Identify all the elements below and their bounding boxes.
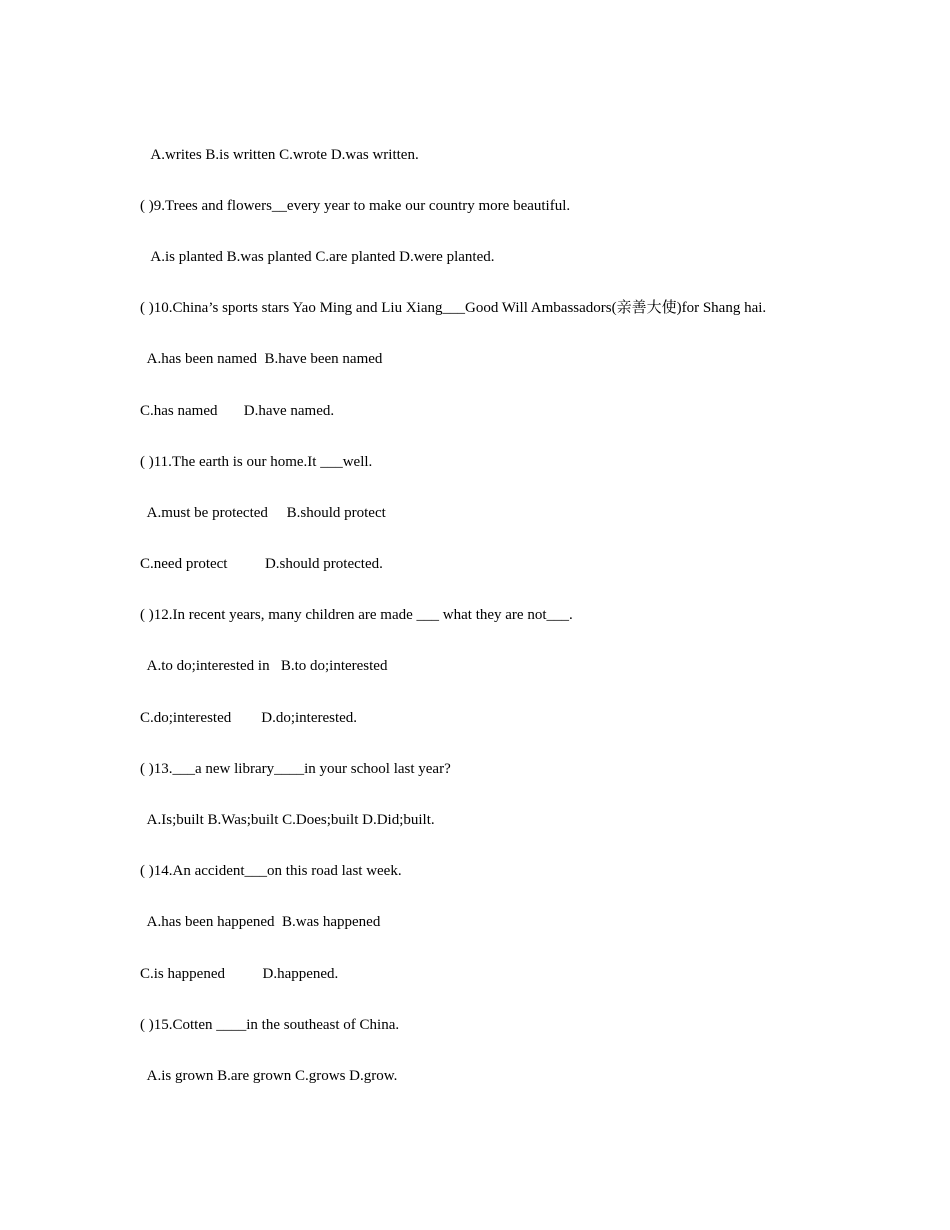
q8-options: A.writes B.is written C.wrote D.was written. xyxy=(140,147,419,163)
q13-question: ( )13.___a new library____in your school last year? xyxy=(140,761,451,777)
q12-question: ( )12.In recent years, many children are made ___ what they are not___. xyxy=(140,607,573,623)
q13-options: A.Is;built B.Was;built C.Does;built D.Did;built. xyxy=(140,812,435,828)
q15-question: ( )15.Cotten ____in the southeast of China. xyxy=(140,1017,400,1033)
q9-question: ( )9.Trees and flowers__every year to make our country more beautiful. xyxy=(140,198,571,214)
q12-options-ab: A.to do;interested in B.to do;interested xyxy=(140,658,388,674)
q10-options-cd: C.has named D.have named. xyxy=(140,403,335,419)
q11-options-cd: C.need protect D.should protected. xyxy=(140,556,383,572)
q14-question: ( )14.An accident___on this road last week. xyxy=(140,863,402,879)
q9-options: A.is planted B.was planted C.are planted D.were planted. xyxy=(140,249,495,265)
q10-options-ab: A.has been named B.have been named xyxy=(140,351,383,367)
q12-options-cd: C.do;interested D.do;interested. xyxy=(140,710,358,726)
q14-options-cd: C.is happened D.happened. xyxy=(140,966,339,982)
q15-options: A.is grown B.are grown C.grows D.grow. xyxy=(140,1068,398,1084)
q10-question: ( )10.China’s sports stars Yao Ming and Liu Xiang___Good Will Ambassadors(亲善大使)for Shang hai. xyxy=(140,300,767,316)
q11-options-ab: A.must be protected B.should protect xyxy=(140,505,386,521)
q11-question: ( )11.The earth is our home.It ___well. xyxy=(140,454,373,470)
q14-options-ab: A.has been happened B.was happened xyxy=(140,914,381,930)
